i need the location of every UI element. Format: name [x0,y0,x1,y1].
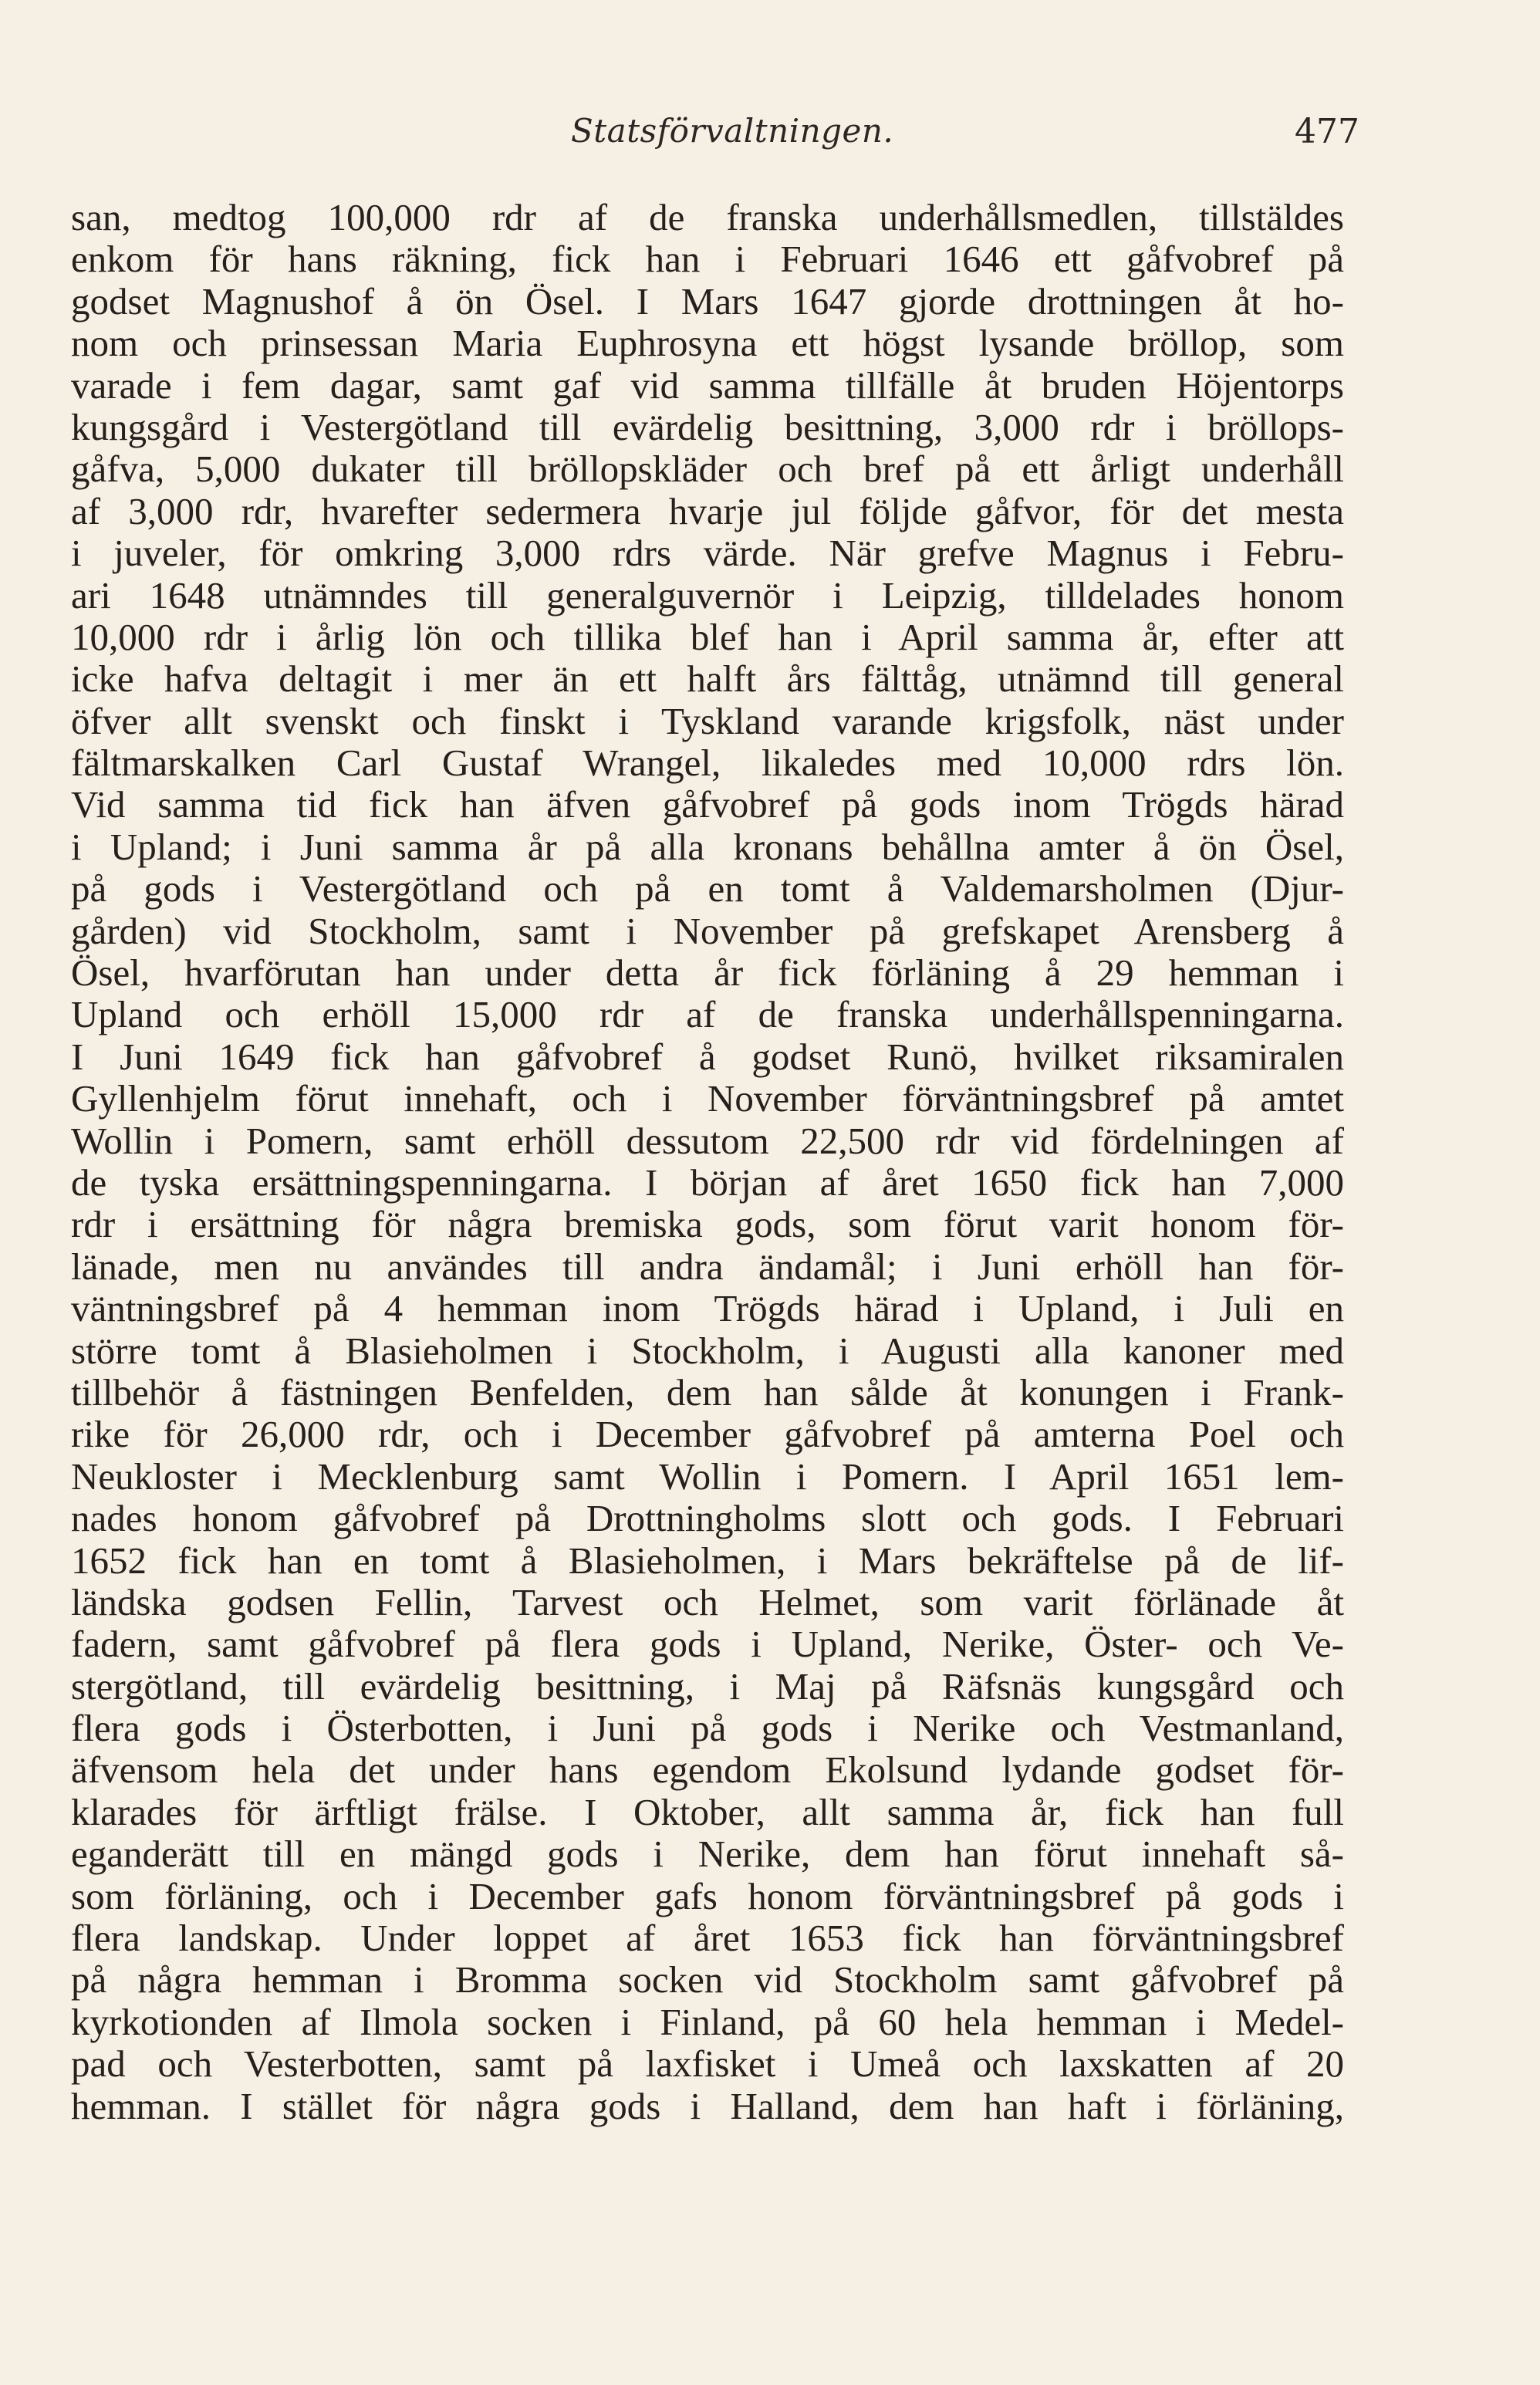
page-number: 477 [1295,112,1359,151]
text-line: 10,000 rdr i årlig lön och tillika blef han i April samma år, efter att [71,616,1344,658]
text-line: de tyska ersättningspenningarna. I början af året 1650 fick han 7,000 [71,1161,1344,1204]
text-line: godset Magnushof å ön Ösel. I Mars 1647 gjorde drottningen åt ho- [71,280,1344,323]
text-line: i juveler, för omkring 3,000 rdrs värde. När grefve Magnus i Febru- [71,532,1344,575]
text-line: Gyllenhjelm förut innehaft, och i November förväntningsbref på amtet [71,1078,1344,1120]
text-line: Ösel, hvarförutan han under detta år fick förläning å 29 hemman i [71,952,1344,995]
body-text [71,197,1344,2127]
text-line: kyrkotionden af Ilmola socken i Finland, på 60 hela hemman i Medel- [71,2001,1344,2043]
text-line: Upland och erhöll 15,000 rdr af de franska underhållspenningarna. [71,994,1344,1036]
text-line: större tomt å Blasieholmen i Stockholm, i Augusti alla kanoner med [71,1329,1344,1372]
text-line: gåfva, 5,000 dukater till bröllopskläder och bref på ett årligt underhåll [71,448,1344,491]
text-line: som förläning, och i December gafs honom förväntningsbref på gods i [71,1875,1344,1917]
running-title: Statsförvaltningen. [571,112,894,150]
text-line: af 3,000 rdr, hvarefter sedermera hvarje jul följde gåfvor, för det mesta [71,490,1344,532]
text-line: väntningsbref på 4 hemman inom Trögds härad i Upland, i Juli en [71,1288,1344,1330]
text-line: flera landskap. Under loppet af året 1653 fick han förväntningsbref [71,1917,1344,1960]
text-line: hemman. I stället för några gods i Halland, dem han haft i förläning, [71,2085,1344,2127]
text-line: varade i fem dagar, samt gaf vid samma tillfälle åt bruden Höjentorps [71,364,1344,407]
text-line: fältmarskalken Carl Gustaf Wrangel, likaledes med 10,000 rdrs lön. [71,742,1344,785]
text-line: san, medtog 100,000 rdr af de franska underhållsmedlen, tillstäldes [71,197,1344,238]
text-line: kungsgård i Vestergötland till evärdelig besittning, 3,000 rdr i bröllops- [71,406,1344,448]
text-line: Wollin i Pomern, samt erhöll dessutom 22,500 rdr vid fördelningen af [71,1120,1344,1162]
text-line: flera gods i Österbotten, i Juni på gods i Nerike och Vestmanland, [71,1708,1344,1750]
text-line: Vid samma tid fick han äfven gåfvobref på gods inom Trögds härad [71,784,1344,826]
text-line: rdr i ersättning för några bremiska gods, som förut varit honom för- [71,1204,1344,1246]
text-line: pad och Vesterbotten, samt på laxfisket i Umeå och laxskatten af 20 [71,2043,1344,2086]
text-line: Neukloster i Mecklenburg samt Wollin i Pomern. I April 1651 lem- [71,1455,1344,1498]
text-line: äfvensom hela det under hans egendom Ekolsund lydande godset för- [71,1749,1344,1792]
text-line: nades honom gåfvobref på Drottningholms slott och gods. I Februari [71,1498,1344,1540]
text-line: ari 1648 utnämndes till generalguvernör i Leipzig, tilldelades honom [71,574,1344,617]
text-line: gården) vid Stockholm, samt i November på grefskapet Arensberg å [71,910,1344,952]
text-line: 1652 fick han en tomt å Blasieholmen, i Mars bekräftelse på de lif- [71,1539,1344,1582]
text-line: nom och prinsessan Maria Euphrosyna ett högst lysande bröllop, som [71,323,1344,365]
text-line: eganderätt till en mängd gods i Nerike, dem han förut innehaft så- [71,1833,1344,1876]
text-line: rike för 26,000 rdr, och i December gåfvobref på amterna Poel och [71,1414,1344,1456]
text-line: öfver allt svenskt och finskt i Tyskland varande krigsfolk, näst under [71,700,1344,742]
text-line: på gods i Vestergötland och på en tomt å Valdemarsholmen (Djur- [71,868,1344,910]
text-line: fadern, samt gåfvobref på flera gods i Upland, Nerike, Öster- och Ve- [71,1623,1344,1666]
text-line: i Upland; i Juni samma år på alla kronans behållna amter å ön Ösel, [71,826,1344,868]
text-line: enkom för hans räkning, fick han i Februari 1646 ett gåfvobref på [71,238,1344,281]
text-line: klarades för ärftligt frälse. I Oktober, allt samma år, fick han full [71,1791,1344,1833]
text-line: stergötland, till evärdelig besittning, i Maj på Räfsnäs kungsgård och [71,1665,1344,1708]
text-line: icke hafva deltagit i mer än ett halft års fälttåg, utnämnd till general [71,658,1344,701]
text-line: tillbehör å fästningen Benfelden, dem han sålde åt konungen i Frank- [71,1371,1344,1414]
text-line: ländska godsen Fellin, Tarvest och Helmet, som varit förlänade åt [71,1581,1344,1623]
text-line: på några hemman i Bromma socken vid Stockholm samt gåfvobref på [71,1959,1344,2002]
text-line: länade, men nu användes till andra ändamål; i Juni erhöll han för- [71,1245,1344,1288]
text-line: I Juni 1649 fick han gåfvobref å godset Runö, hvilket riksamiralen [71,1035,1344,1078]
